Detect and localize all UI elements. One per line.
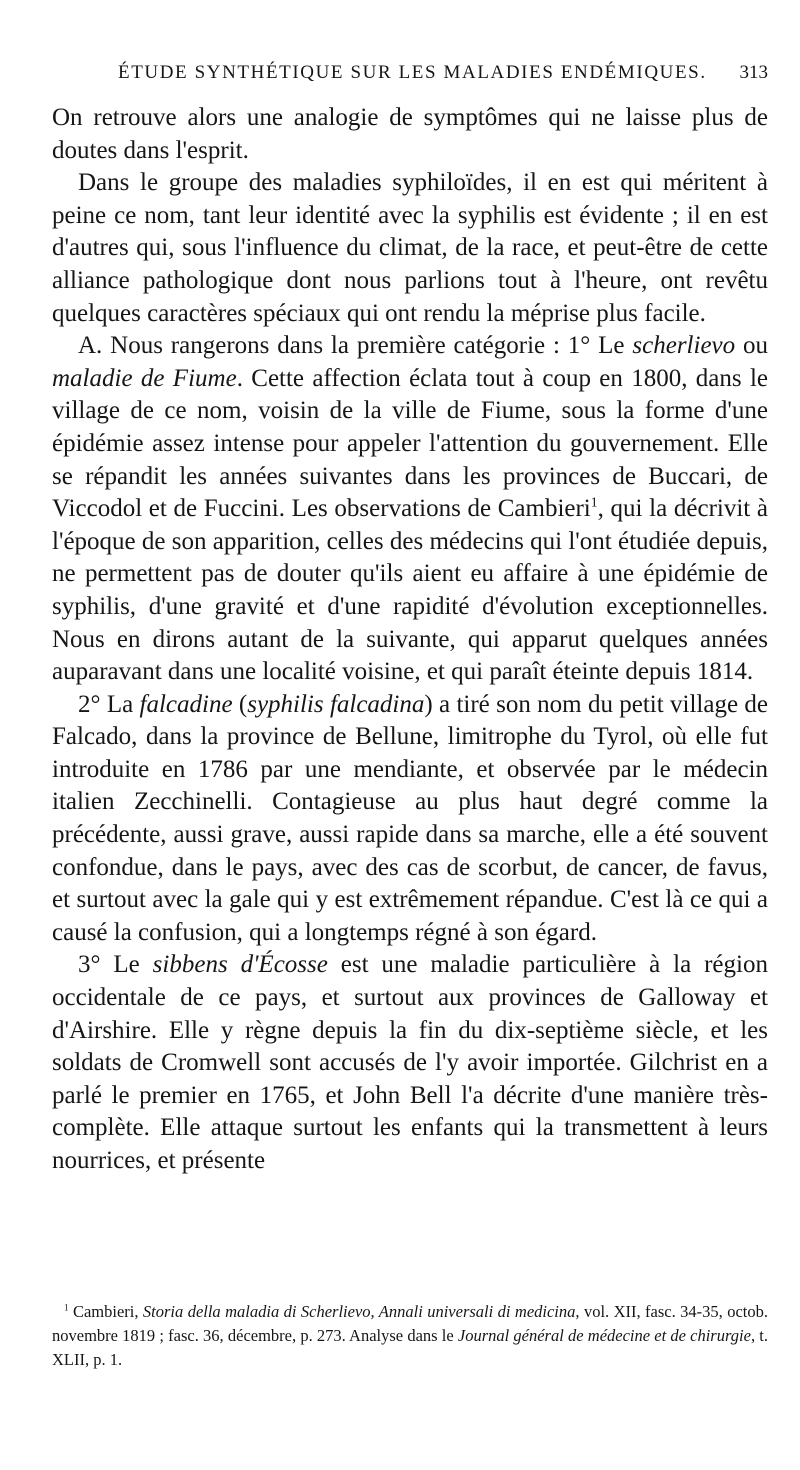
- paragraph-2: Dans le groupe des maladies syphiloïdes, il en est qui méritent à peine ce nom, tant leur identité avec la syphilis est évidente ; il en est d'autres qui, sous l'influence du climat, de la race, et peut-être de cette alliance pathologique dont nous parlions tout à l'heure, ont revêtu quelques caractères spéciaux qui ont rendu la méprise plus facile.: [52, 169, 768, 327]
- p5-text-c: est une maladie particulière à la région occidentale de ce pays, et surtout aux provinces de Galloway et d'Airshire. Elle y règne depuis la fin du dix-septième siècle, et les soldats de Cromwell sont accusés de l'y avoir importée. Gilchrist en a parlé le premier en 1765, et John Bell l'a décrite d'une manière très-complète. Elle attaque surtout les enfants qui la transmettent à leurs nourrices, et présente: [52, 951, 768, 1174]
- footnote-reference: 1: [590, 494, 598, 510]
- paragraph-scherlievo: [52, 330, 768, 689]
- p4-text-e: ) a tiré son nom du petit village de Falcado, dans la province de Bellune, limitrophe du Tyrol, où elle fut introduite en 1786 par une mendiante, et observée par le médecin italien Zecchinelli. Contagieuse au plus haut degré comme la précédente, aussi grave, aussi rapide dans sa marche, elle a été souvent confondue, dans le pays, avec des cas de scorbut, de cancer, de favus, et surtout avec la gale qui y est extrêmement répandue. C'est là ce qui a causé la confusion, qui a longtemps régné à son égard.: [52, 690, 768, 946]
- p4-text-a: 2° La: [78, 690, 140, 718]
- p3-text-g: , qui la décrivit à l'époque de son apparition, celles des médecins qui l'ont étudiée depuis, ne permettent pas de douter qu'ils aient eu affaire à une épidémie de syphilis, d'une gravité et d'une rapidité d'évolution exceptionnelles. Nous en dirons autant de la suivante, qui apparut quelques années auparavant dans une localité voisine, et qui paraît éteinte depuis 1814.: [52, 495, 768, 686]
- footnote-1: [52, 1300, 768, 1372]
- p4-term-falcadine: falcadine: [139, 690, 233, 718]
- footnote-text-a: Cambieri,: [68, 1302, 143, 1321]
- footnote-title-journal: Journal général de médecine et de chirurgie: [457, 1326, 751, 1345]
- paragraph-falcadine: [52, 689, 768, 950]
- p3-term-maladie-de-fiume: maladie de Fiume: [52, 364, 237, 392]
- p5-text-a: 3° Le: [78, 951, 153, 979]
- running-title: ÉTUDE SYNTHÉTIQUE SUR LES MALADIES ENDÉMIQUES.: [118, 62, 707, 83]
- paragraph-sibbens: [52, 949, 768, 1177]
- p3-term-scherlievo: scherlievo: [632, 332, 736, 360]
- p4-term-syphilis-falcadina: syphilis falcadina: [247, 690, 425, 718]
- footnotes: [52, 1300, 768, 1372]
- p3-text-e: . Cette affection éclata tout à coup en 1800, dans le village de ce nom, voisin de la ville de Fiume, sous la forme d'une épidémie assez intense pour appeler l'attention du gouvernement. Elle se répandit les années suivantes dans les provinces de Buccari, de Viccodol et de Fuccini. Les observations de Cambieri: [52, 364, 768, 523]
- page-number: 313: [739, 62, 768, 83]
- footnote-text-c: , vol. XII, fasc. 34-35, octob. novembre 1819 ; fasc. 36, décembre, p. 273. Analyse dans le: [52, 1302, 768, 1345]
- p5-term-sibbens: sibbens d'Écosse: [152, 951, 328, 979]
- p3-text-c: ou: [735, 332, 769, 360]
- p3-text-a: A. Nous rangerons dans la première catégorie : 1° Le: [78, 332, 633, 360]
- body-text: [52, 102, 768, 1178]
- paragraph-1: On retrouve alors une analogie de symptômes qui ne laisse plus de doutes dans l'esprit.: [52, 104, 768, 164]
- footnote-title-storia: Storia della maladia di Scherlievo, Annali universali di medicina: [142, 1302, 576, 1321]
- footnote-marker: 1: [64, 1302, 69, 1313]
- running-header: [118, 62, 768, 92]
- footnote-text-e: , t. XLII, p. 1.: [52, 1326, 768, 1369]
- p4-text-c: (: [232, 690, 248, 718]
